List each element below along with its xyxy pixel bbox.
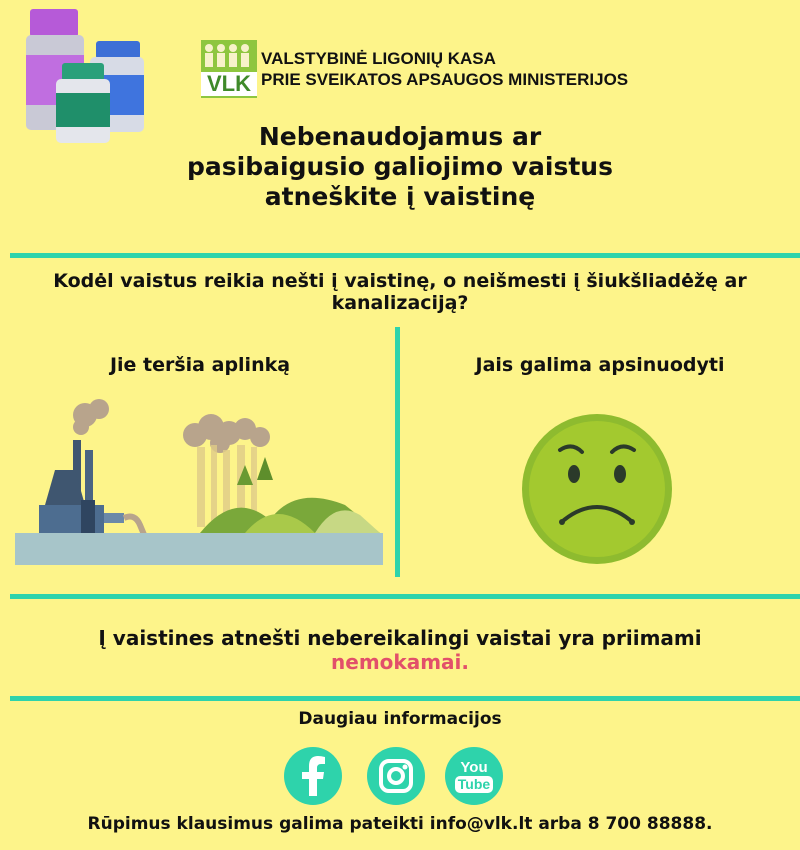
- sick-face-icon: [520, 412, 674, 566]
- people-figures-icon: [201, 42, 257, 72]
- reason-poisoning-title: Jais galima apsinuodyti: [475, 354, 725, 376]
- logo-text: VLK: [201, 72, 257, 96]
- facebook-link[interactable]: [284, 747, 342, 805]
- question-text: Kodėl vaistus reikia nešti į vaistinę, o neišmesti į šiukšliadėžę ar kanalizaciją?: [53, 270, 747, 314]
- divider-top: [10, 253, 800, 258]
- title-line1: Nebenaudojamus ar: [258, 122, 542, 151]
- instagram-link[interactable]: [367, 747, 425, 805]
- youtube-icon-label-top: You: [460, 758, 488, 776]
- youtube-link[interactable]: [445, 747, 503, 805]
- divider-bottom: [10, 696, 800, 701]
- medicine-bottles-illustration: [18, 5, 153, 145]
- org-name-line2: PRIE SVEIKATOS APSAUGOS MINISTERIJOS: [261, 70, 629, 89]
- vlk-logo: [201, 40, 257, 98]
- org-name-line1: VALSTYBINĖ LIGONIŲ KASA: [261, 49, 496, 68]
- reason-pollution-title: Jie teršia aplinką: [109, 354, 291, 376]
- facebook-icon: [298, 756, 328, 796]
- free-return-highlight: nemokamai.: [331, 650, 469, 674]
- title-line3: atneškite į vaistinę: [264, 182, 536, 211]
- contact-info: Rūpimus klausimus galima pateikti info@vlk.lt arba 8 700 88888.: [87, 814, 713, 834]
- title-line2: pasibaigusio galiojimo vaistus: [187, 152, 613, 181]
- more-info-heading: Daugiau informacijos: [298, 709, 502, 729]
- divider-middle: [10, 594, 800, 599]
- free-return-notice: [40, 626, 760, 674]
- page-title: [150, 122, 650, 212]
- free-return-text: Į vaistines atnešti nebereikalingi vaistai yra priimami: [98, 626, 702, 650]
- instagram-icon: [378, 758, 414, 794]
- youtube-icon-label-bottom: Tube: [455, 776, 493, 793]
- vertical-divider: [395, 327, 400, 577]
- pollution-illustration: [15, 395, 385, 575]
